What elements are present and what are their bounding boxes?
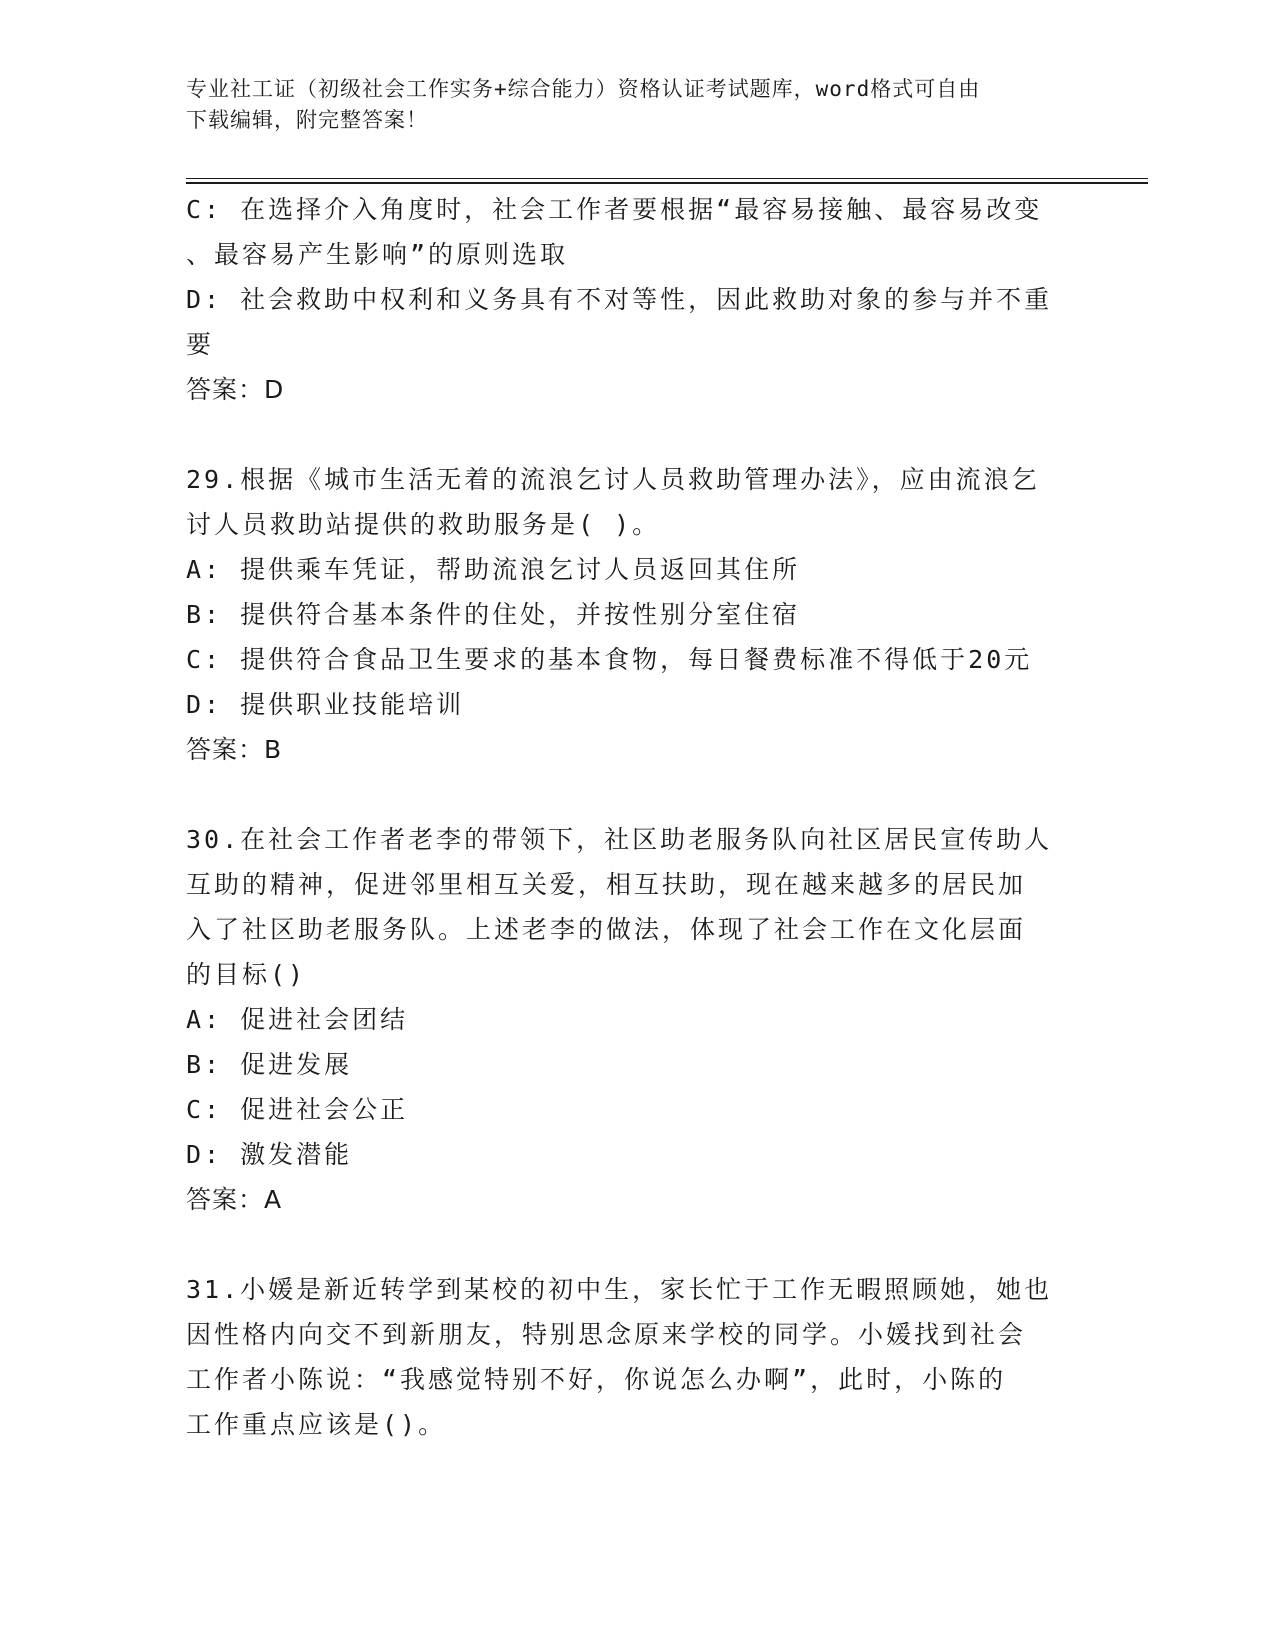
question-29-option-d: D: 提供职业技能培训: [186, 690, 465, 719]
question-30-stem-line-1: 30.在社会工作者老李的带领下，社区助老服务队向社区居民宣传助人: [186, 825, 1053, 854]
document-header: [186, 74, 1066, 136]
header-rule-thin: [186, 178, 1148, 179]
spacer: [186, 1222, 1086, 1267]
question-31-stem-line-2: 因性格内向交不到新朋友，特别思念原来学校的同学。小媛找到社会: [186, 1320, 1027, 1349]
question-30-block: [186, 817, 1086, 1222]
prev-question-block: [186, 187, 1086, 412]
question-31-stem-line-3: 工作者小陈说：“我感觉特别不好，你说怎么办啊”，此时，小陈的: [186, 1365, 1007, 1394]
question-30-option-c: C: 促进社会公正: [186, 1095, 409, 1124]
question-29-answer: 答案：B: [186, 735, 283, 764]
option-d-line-1: D: 社会救助中权利和义务具有不对等性，因此救助对象的参与并不重: [186, 285, 1053, 314]
question-30-stem-line-4: 的目标(): [186, 960, 307, 989]
header-line-1: 专业社工证（初级社会工作实务+综合能力）资格认证考试题库，word格式可自由: [186, 77, 981, 101]
question-31-block: [186, 1267, 1086, 1447]
question-31-stem-line-1: 31.小媛是新近转学到某校的初中生，家长忙于工作无暇照顾她，她也: [186, 1275, 1053, 1304]
question-30-option-a: A: 促进社会团结: [186, 1005, 409, 1034]
question-29-block: [186, 457, 1086, 772]
answer-label: 答案：D: [186, 375, 285, 404]
question-30-stem-line-2: 互助的精神，促进邻里相互关爱，相互扶助，现在越来越多的居民加: [186, 870, 1027, 899]
question-29-stem-line-2: 讨人员救助站提供的救助服务是( )。: [186, 510, 661, 539]
question-29-option-a: A: 提供乘车凭证，帮助流浪乞讨人员返回其住所: [186, 555, 801, 584]
question-30-option-d: D: 激发潜能: [186, 1140, 353, 1169]
header-line-2: 下载编辑，附完整答案！: [186, 108, 428, 132]
option-c-line-1: C: 在选择介入角度时，社会工作者要根据“最容易接触、最容易改变: [186, 195, 1043, 224]
question-30-option-b: B: 促进发展: [186, 1050, 353, 1079]
option-d-line-2: 要: [186, 330, 215, 359]
question-29-stem-line-1: 29.根据《城市生活无着的流浪乞讨人员救助管理办法》，应由流浪乞: [186, 465, 1040, 494]
question-30-stem-line-3: 入了社区助老服务队。上述老李的做法，体现了社会工作在文化层面: [186, 915, 1027, 944]
spacer: [186, 772, 1086, 817]
question-30-answer: 答案：A: [186, 1185, 283, 1214]
question-31-stem-line-4: 工作重点应该是()。: [186, 1410, 447, 1439]
question-29-option-c: C: 提供符合食品卫生要求的基本食物，每日餐费标准不得低于20元: [186, 645, 1033, 674]
header-rule-thick: [186, 182, 1148, 184]
question-content: [186, 187, 1086, 1447]
question-29-option-b: B: 提供符合基本条件的住处，并按性别分室住宿: [186, 600, 801, 629]
spacer: [186, 412, 1086, 457]
option-c-line-2: 、最容易产生影响”的原则选取: [186, 240, 569, 269]
